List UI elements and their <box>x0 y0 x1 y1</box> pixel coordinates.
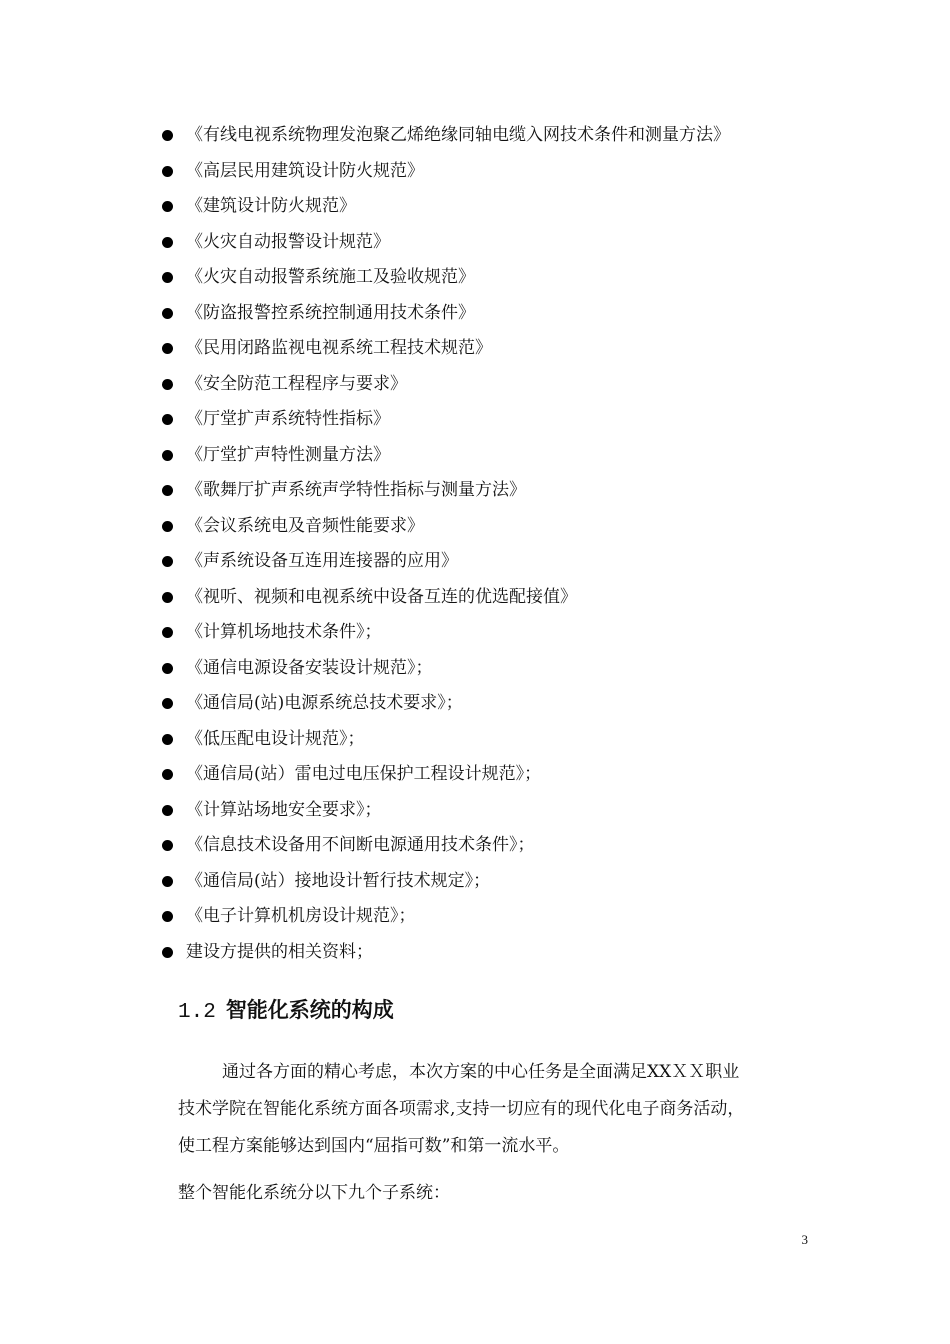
list-item <box>160 686 860 722</box>
list-item-text: 《防盗报警控系统控制通用技术条件》 <box>186 302 475 323</box>
bullet-icon <box>162 769 173 780</box>
bullet-icon <box>162 414 173 425</box>
list-item-text: 《信息技术设备用不间断电源通用技术条件》； <box>186 835 535 855</box>
bullet-icon <box>162 130 173 141</box>
bullet-icon <box>162 237 173 248</box>
list-item <box>160 225 860 261</box>
list-item-text: 《视听、视频和电视系统中设备互连的优选配接值》 <box>186 586 577 607</box>
bullet-icon <box>162 166 173 177</box>
list-item <box>160 118 860 154</box>
list-item-text: 《民用闭路监视电视系统工程技术规范》 <box>186 338 492 358</box>
list-item-text: 《歌舞厅扩声系统声学特性指标与测量方法》 <box>186 480 526 500</box>
list-item-text: 《火灾自动报警系统施工及验收规范》 <box>186 267 475 287</box>
list-item <box>160 615 860 651</box>
bullet-icon <box>162 308 173 319</box>
list-item <box>160 331 860 367</box>
list-item-text: 《厅堂扩声特性测量方法》 <box>186 444 390 465</box>
list-item-text: 《通信局(站)电源系统总技术要求》； <box>186 693 463 713</box>
reference-standards-list <box>160 118 860 970</box>
bullet-icon <box>162 911 173 922</box>
section-heading <box>178 993 394 1030</box>
intro-line-3: 使工程方案能够达到国内“屈指可数”和第一流水平。 <box>178 1136 570 1156</box>
bullet-icon <box>162 663 173 674</box>
list-item <box>160 154 860 190</box>
intro-line-2: 技术学院在智能化系统方面各项需求,支持一切应有的现代化电子商务活动， <box>178 1099 745 1119</box>
list-item <box>160 651 860 687</box>
bullet-icon <box>162 734 173 745</box>
list-item <box>160 793 860 829</box>
list-item <box>160 509 860 545</box>
bullet-icon <box>162 556 173 567</box>
bullet-icon <box>162 805 173 816</box>
intro-paragraph <box>178 1054 818 1165</box>
list-item-text: 《计算站场地安全要求》； <box>186 799 382 820</box>
list-item <box>160 722 860 758</box>
list-item <box>160 473 860 509</box>
bullet-icon <box>162 450 173 461</box>
list-item <box>160 899 860 935</box>
list-item-text: 《电子计算机机房设计规范》； <box>186 906 416 926</box>
list-item-text: 《高层民用建筑设计防火规范》 <box>186 160 424 181</box>
list-item <box>160 260 860 296</box>
list-item <box>160 189 860 225</box>
bullet-icon <box>162 627 173 638</box>
bullet-icon <box>162 521 173 532</box>
bullet-icon <box>162 201 173 212</box>
list-item-text: 《火灾自动报警设计规范》 <box>186 231 390 252</box>
bullet-icon <box>162 592 173 603</box>
section-number: 1.2 <box>178 1001 216 1024</box>
list-item <box>160 367 860 403</box>
list-item-text: 《安全防范工程程序与要求》 <box>186 373 407 394</box>
list-item <box>160 935 860 971</box>
bullet-icon <box>162 343 173 354</box>
list-item <box>160 296 860 332</box>
list-item-text: 《厅堂扩声系统特性指标》 <box>186 409 390 429</box>
bullet-icon <box>162 272 173 283</box>
bullet-icon <box>162 485 173 496</box>
list-item <box>160 580 860 616</box>
bullet-icon <box>162 698 173 709</box>
list-item-text: 《低压配电设计规范》； <box>186 728 365 749</box>
bullet-icon <box>162 947 173 958</box>
list-item <box>160 402 860 438</box>
list-item-text: 《通信电源设备安装设计规范》； <box>186 657 433 678</box>
list-item-text: 《声系统设备互连用连接器的应用》 <box>186 551 458 571</box>
list-item <box>160 757 860 793</box>
bullet-icon <box>162 840 173 851</box>
list-item-text: 《计算机场地技术条件》； <box>186 622 382 642</box>
list-item <box>160 438 860 474</box>
list-item <box>160 864 860 900</box>
list-item-text: 《通信局(站）接地设计暂行技术规定》； <box>186 870 491 891</box>
bullet-icon <box>162 876 173 887</box>
list-item-text: 《有线电视系统物理发泡聚乙烯绝缘同轴电缆入网技术条件和测量方法》 <box>186 125 730 145</box>
page-number: 3 <box>801 1232 808 1247</box>
list-item-text: 建设方提供的相关资料； <box>186 941 373 962</box>
list-item-text: 《通信局(站）雷电过电压保护工程设计规范》； <box>186 764 542 784</box>
list-item <box>160 828 860 864</box>
list-item-text: 《建筑设计防火规范》 <box>186 196 356 216</box>
list-item-text: 《会议系统电及音频性能要求》 <box>186 515 424 536</box>
list-item <box>160 544 860 580</box>
section-title: 智能化系统的构成 <box>225 997 394 1022</box>
intro-line-1: 通过各方面的精心考虑，本次方案的中心任务是全面满足XXＸＸ职业 <box>222 1062 740 1082</box>
subsystems-paragraph: 整个智能化系统分以下九个子系统： <box>178 1183 450 1203</box>
bullet-icon <box>162 379 173 390</box>
